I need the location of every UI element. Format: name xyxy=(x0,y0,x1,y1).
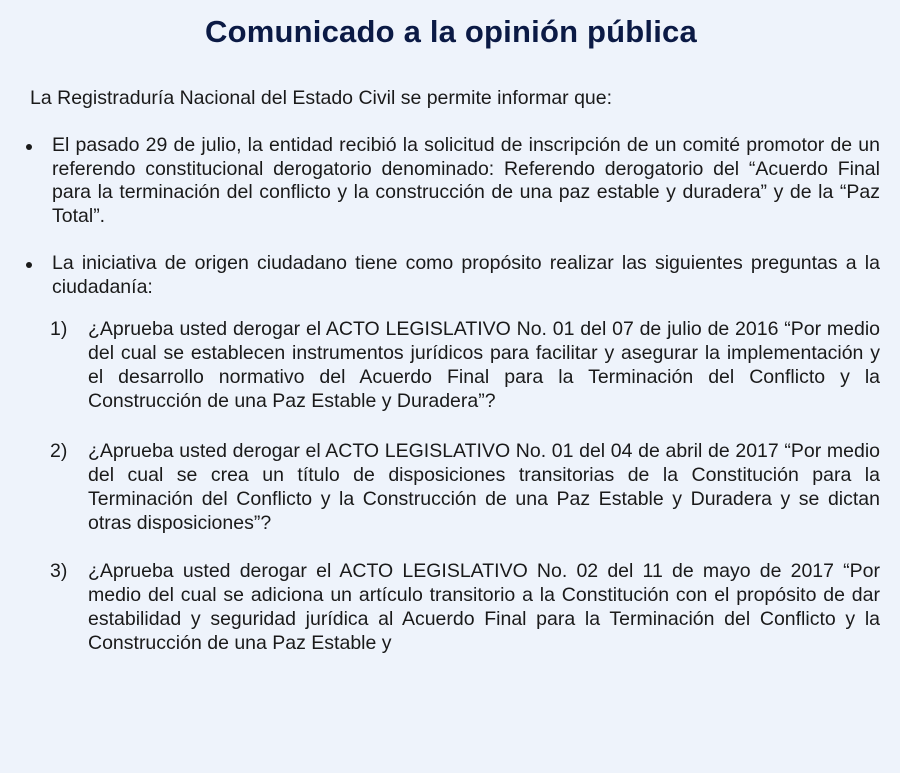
question-text: ¿Aprueba usted derogar el ACTO LEGISLATIVO No. 01 del 07 de julio de 2016 “Por medio del cual se establecen instrumentos jurídicos para facilitar y asegurar la implementación y el desarrollo normativo del Acuerdo Final para la Terminación del Conflicto y la Construcción de una Paz Estable y Duradera”? xyxy=(88,318,880,412)
bullet-dot-icon xyxy=(26,144,32,150)
question-text: ¿Aprueba usted derogar el ACTO LEGISLATIVO No. 02 del 11 de mayo de 2017 “Por medio del cual se adiciona un artículo transitorio a la Constitución con el propósito de dar estabilidad y seguridad jurídica al Acuerdo Final para la Terminación del Conflicto y la Construcción de una Paz Estable y xyxy=(88,560,880,654)
document-title: Comunicado a la opinión pública xyxy=(205,14,697,49)
question-text: ¿Aprueba usted derogar el ACTO LEGISLATIVO No. 01 del 04 de abril de 2017 “Por medio del cual se crea un título de disposiciones transitorias de la Constitución para la Terminación del Conflicto y la Construcción de una Paz Estable y Duradera y se dictan otras disposiciones”? xyxy=(88,440,880,534)
question-number: 1) xyxy=(50,318,68,340)
bullet-dot-icon xyxy=(26,262,32,268)
question-item-3 xyxy=(22,559,880,655)
bullet-text: La iniciativa de origen ciudadano tiene como propósito realizar las siguientes preguntas a la ciudadanía: xyxy=(52,252,880,298)
bullet-item-purpose xyxy=(22,252,880,299)
bullet-text: El pasado 29 de julio, la entidad recibió la solicitud de inscripción de un comité promotor de un referendo constitucional derogatorio denominado: Referendo derogatorio del “Acuerdo Final para la terminación del conflicto y la construcción de una paz estable y duradera” y de la “Paz Total”. xyxy=(52,134,880,227)
question-item-1 xyxy=(22,317,880,413)
bullet-item-reception xyxy=(22,134,880,228)
intro-text: La Registraduría Nacional del Estado Civil se permite informar que: xyxy=(30,87,613,109)
question-number: 2) xyxy=(50,440,68,462)
question-item-2 xyxy=(22,439,880,535)
question-number: 3) xyxy=(50,560,68,582)
